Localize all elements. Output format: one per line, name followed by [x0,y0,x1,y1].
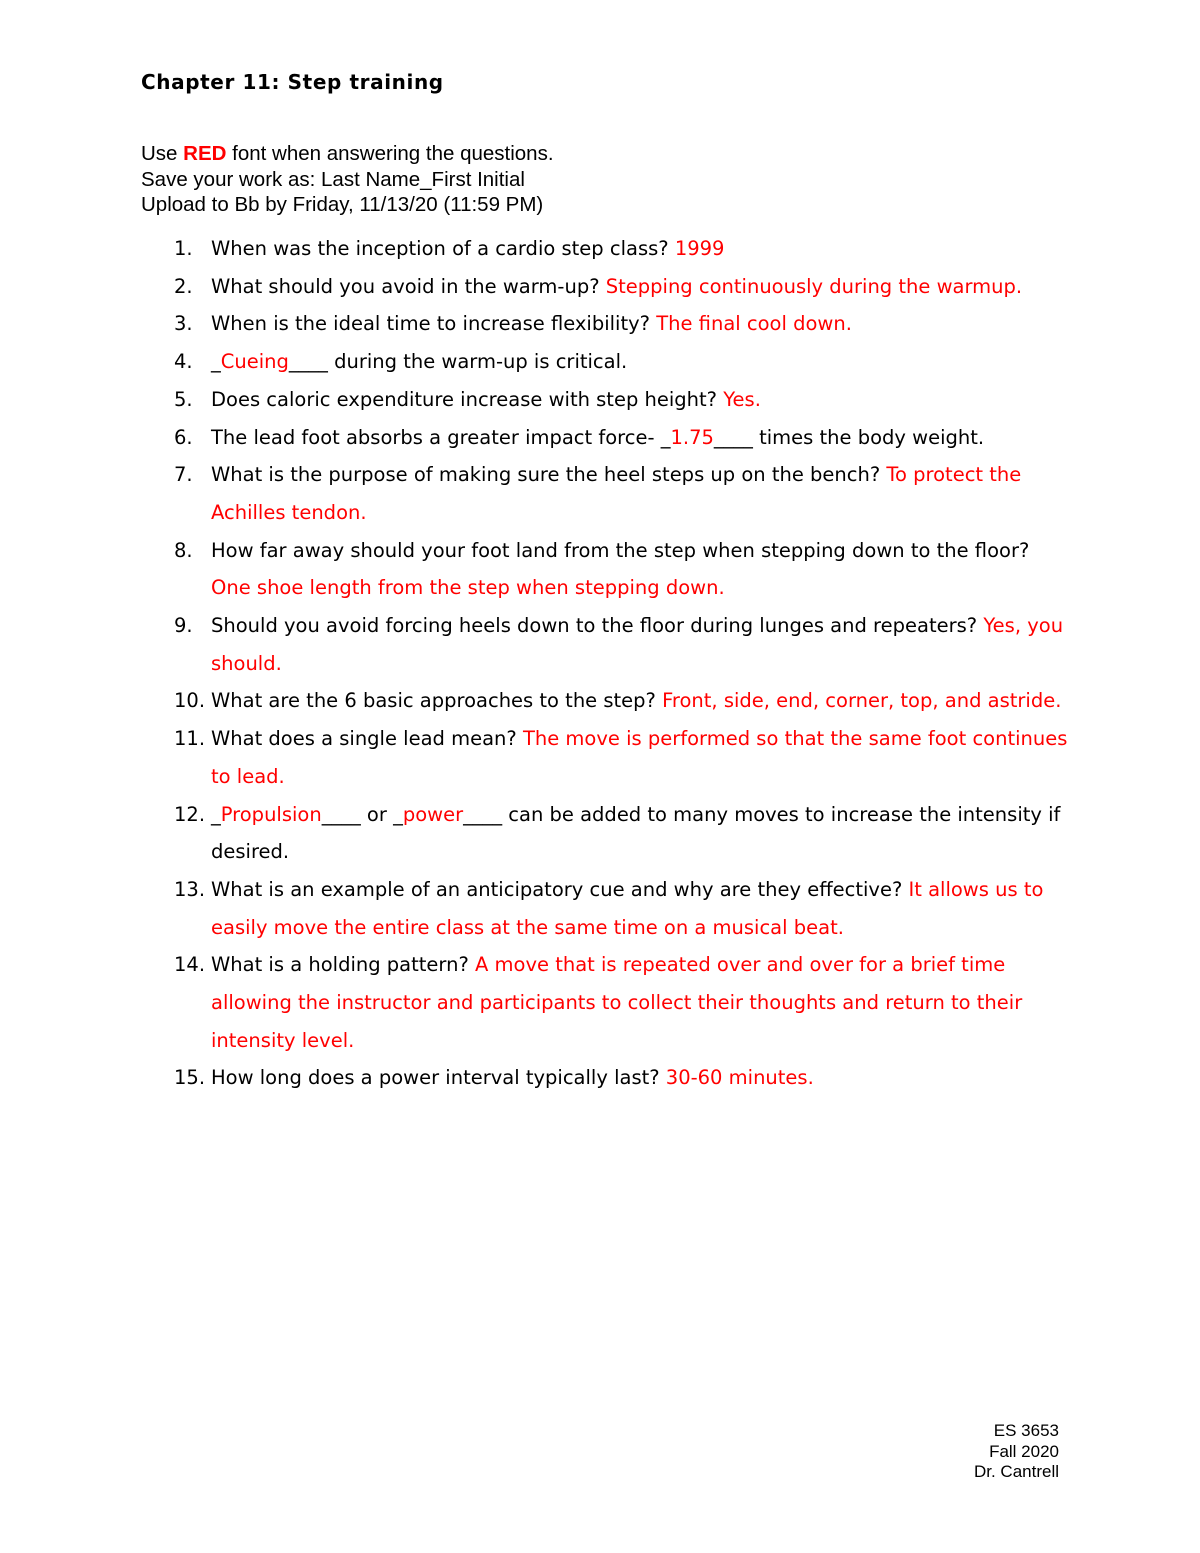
question-item-12 [174,796,1074,871]
question-text: When was the inception of a cardio step class? [211,237,675,260]
question-number: 15. [174,1066,206,1090]
question-item-10 [174,682,1074,720]
answer-text: Stepping continuously during the warmup. [605,274,1023,298]
answer-text: It allows us to easily move the entire class at the same time on a musical beat. [211,877,1044,939]
question-text: How far away should your foot land from the step when stepping down to the floor? [211,538,1030,562]
question-text: What is the purpose of making sure the heel steps up on the bench? [211,463,887,487]
question-list [174,230,1074,1097]
question-text: What is an example of an anticipatory cue and why are they effective? [211,877,909,901]
question-number: 12. [174,802,206,826]
instruction-text: font when answering the questions. [226,142,554,165]
footer-term: Fall 2020 [989,1441,1059,1461]
question-number: 7. [174,463,193,487]
question-item-7 [174,456,1074,531]
instruction-font-line [141,141,554,167]
question-number: 9. [174,614,193,638]
question-number: 8. [174,538,193,562]
question-number: 11. [174,727,206,751]
question-number: 6. [174,425,193,449]
question-text: Should you avoid forcing heels down to the floor during lunges and repeaters? [211,614,984,638]
answer-text: Front, side, end, corner, top, and astride. [662,689,1062,713]
question-text: ____ can be added to many moves to increase the intensity if desired. [211,802,1061,864]
answer-text: 30-60 minutes. [665,1066,814,1090]
instruction-upload-line: Upload to Bb by Friday, 11/13/20 (11:59 PM) [141,193,544,216]
answer-text: Propulsion [220,802,322,826]
question-number: 14. [174,953,206,977]
footer-instructor: Dr. Cantrell [973,1462,1059,1481]
question-text: _ [211,802,221,826]
question-item-9 [174,607,1074,682]
answer-text: The final cool down. [656,312,852,336]
question-text: When is the ideal time to increase flexibility? [211,312,657,336]
answer-text: Yes. [723,387,761,411]
question-item-3 [174,305,1074,343]
question-text: What are the 6 basic approaches to the step? [211,689,663,713]
answer-text: To protect the Achilles tendon. [211,463,1022,524]
question-number: 3. [174,312,193,336]
question-item-4 [174,343,1074,381]
question-text: How long does a power interval typically last? [211,1066,666,1090]
question-text: ____ or _ [321,802,403,826]
instruction-save-line: Save your work as: Last Name_First Initial [141,167,525,191]
question-text: The lead foot absorbs a greater impact force- _ [211,425,671,449]
answer-text: 1.75 [670,425,714,449]
instructions [141,141,554,218]
answer-text: Cueing [220,350,289,374]
page-footer [974,1421,1059,1483]
question-item-1 [174,230,1074,268]
question-item-5 [174,381,1074,419]
answer-text: Yes, you should. [211,614,1064,675]
question-number: 5. [174,387,193,411]
question-number: 13. [174,877,206,901]
question-text: What does a single lead mean? [211,727,523,751]
answer-text: 1999 [674,237,725,260]
answer-text: The move is performed so that the same foot continues to lead. [211,727,1068,788]
answer-text: A move that is repeated over and over for a brief time allowing the instructor and participants to collect their thoughts and return to their intensity level. [211,953,1023,1052]
answer-text: power [402,802,464,826]
question-number: 1. [174,237,193,260]
question-item-8 [174,532,1074,607]
question-item-11 [174,720,1074,795]
question-text: What is a holding pattern? [211,953,475,977]
question-item-6 [174,419,1074,457]
question-text: What should you avoid in the warm-up? [211,274,606,298]
question-item-2 [174,268,1074,306]
question-number: 2. [174,274,193,298]
answer-text: One shoe length from the step when stepping down. [211,576,725,600]
red-keyword: RED [183,142,227,165]
question-item-15 [174,1059,1074,1097]
question-text: _ [211,350,221,374]
question-item-13 [174,871,1074,946]
question-text: ____ during the warm-up is critical. [288,350,628,374]
instruction-text: Use [141,142,184,165]
question-number: 4. [174,350,193,374]
question-text: Does caloric expenditure increase with step height? [211,387,724,411]
question-number: 10. [174,689,206,713]
page-title: Chapter 11: Step training [141,70,444,94]
question-text: ____ times the body weight. [713,425,985,449]
question-item-14 [174,946,1074,1059]
footer-course: ES 3653 [993,1421,1059,1440]
